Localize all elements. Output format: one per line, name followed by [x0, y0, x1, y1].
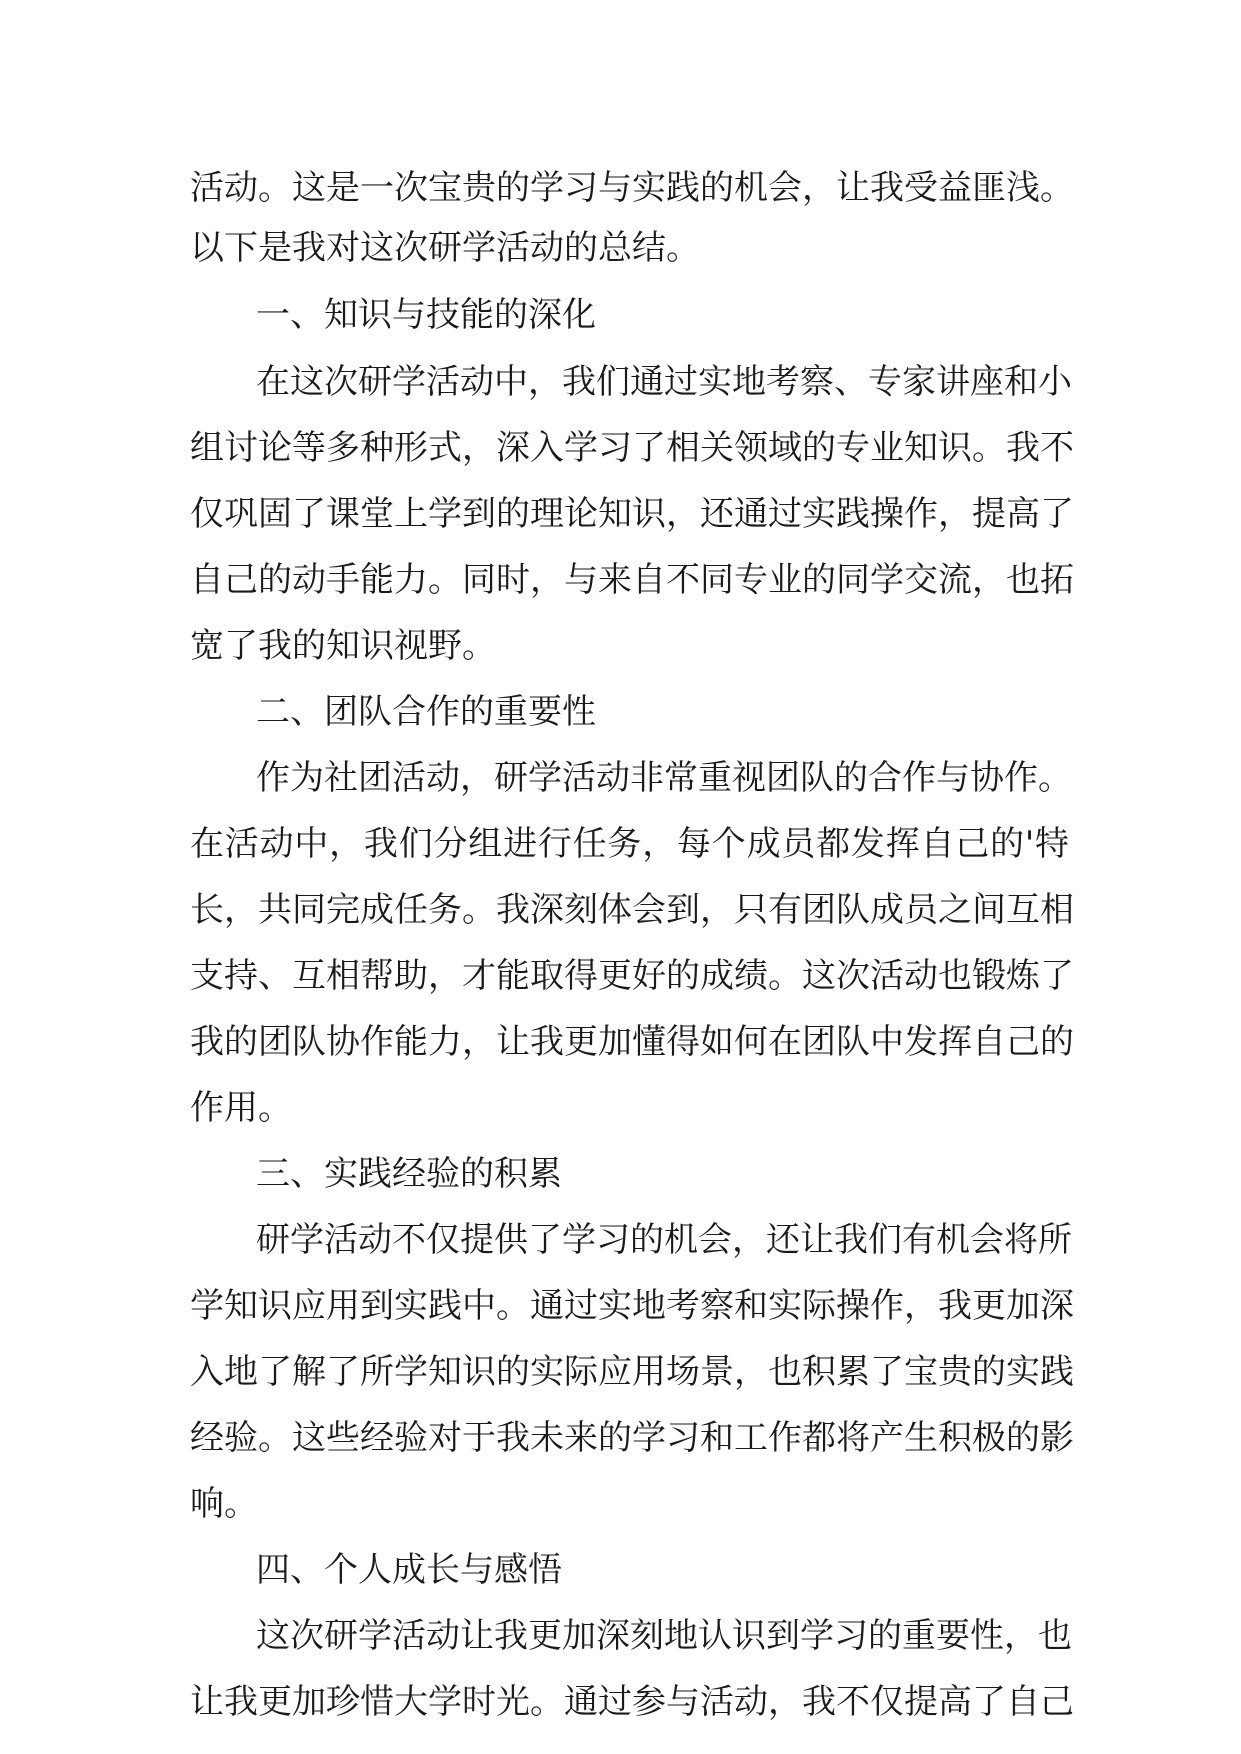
body-line-text: 支持、互相帮助，才能取得更好的成绩。这次活动也锻炼了 — [190, 956, 1074, 996]
section-heading-3 — [256, 1144, 1069, 1204]
section-heading-4 — [256, 1540, 1069, 1600]
body-line — [190, 880, 1074, 940]
body-line — [190, 946, 1074, 1006]
body-line-text: 长，共同完成任务。我深刻体会到，只有团队成员之间互相 — [190, 890, 1074, 930]
body-line-text: 以下是我对这次研学活动的总结。 — [190, 228, 700, 268]
section-heading-1 — [256, 285, 1069, 345]
body-line-text: 这次研学活动让我更加深刻地认识到学习的重要性，也 — [256, 1616, 1072, 1656]
body-line-text: 组讨论等多种形式，深入学习了相关领域的专业知识。我不 — [190, 428, 1074, 468]
body-line — [190, 1012, 1074, 1072]
body-line — [190, 218, 1069, 278]
body-line-text: 宽了我的知识视野。 — [190, 626, 496, 666]
body-line-text: 我的团队协作能力，让我更加懂得如何在团队中发挥自己的 — [190, 1022, 1074, 1062]
body-line — [190, 1408, 1074, 1468]
body-line-text: 活动。这是一次宝贵的学习与实践的机会，让我受益匪浅。 — [190, 168, 1074, 208]
section-heading-text: 一、知识与技能的深化 — [256, 295, 596, 335]
body-line — [190, 418, 1074, 478]
body-line — [190, 814, 1069, 874]
body-line — [190, 1342, 1074, 1402]
body-line-text: 在活动中，我们分组进行任务，每个成员都发挥自己的'特 — [190, 824, 1069, 864]
body-line — [256, 1606, 1072, 1666]
body-line — [190, 484, 1074, 544]
section-heading-text: 四、个人成长与感悟 — [256, 1550, 562, 1590]
body-line-text: 在这次研学活动中，我们通过实地考察、专家讲座和小 — [256, 362, 1072, 402]
section-heading-2 — [256, 682, 1069, 742]
body-line-text: 学知识应用到实践中。通过实地考察和实际操作，我更加深 — [190, 1286, 1074, 1326]
body-line — [256, 1210, 1072, 1270]
body-line — [190, 1474, 1069, 1534]
section-heading-text: 三、实践经验的积累 — [256, 1154, 562, 1194]
body-line-text: 自己的动手能力。同时，与来自不同专业的同学交流，也拓 — [190, 560, 1074, 600]
body-line-text: 作用。 — [190, 1088, 292, 1128]
body-line-text: 经验。这些经验对于我未来的学习和工作都将产生积极的影 — [190, 1418, 1074, 1458]
body-line — [190, 158, 1074, 218]
body-line-text: 研学活动不仅提供了学习的机会，还让我们有机会将所 — [256, 1220, 1072, 1260]
body-line-text: 作为社团活动，研学活动非常重视团队的合作与协作。 — [256, 758, 1072, 798]
body-line — [256, 748, 1072, 808]
body-line-text: 仅巩固了课堂上学到的理论知识，还通过实践操作，提高了 — [190, 494, 1074, 534]
body-line — [256, 352, 1072, 412]
body-line-text: 入地了解了所学知识的实际应用场景，也积累了宝贵的实践 — [190, 1352, 1074, 1392]
body-line-text: 响。 — [190, 1484, 258, 1524]
body-line — [190, 1078, 1069, 1138]
body-line — [190, 1672, 1074, 1732]
section-heading-text: 二、团队合作的重要性 — [256, 692, 596, 732]
body-line — [190, 616, 1069, 676]
body-line-text: 让我更加珍惜大学时光。通过参与活动，我不仅提高了自己 — [190, 1682, 1074, 1722]
body-line — [190, 1276, 1074, 1336]
body-line — [190, 550, 1074, 610]
